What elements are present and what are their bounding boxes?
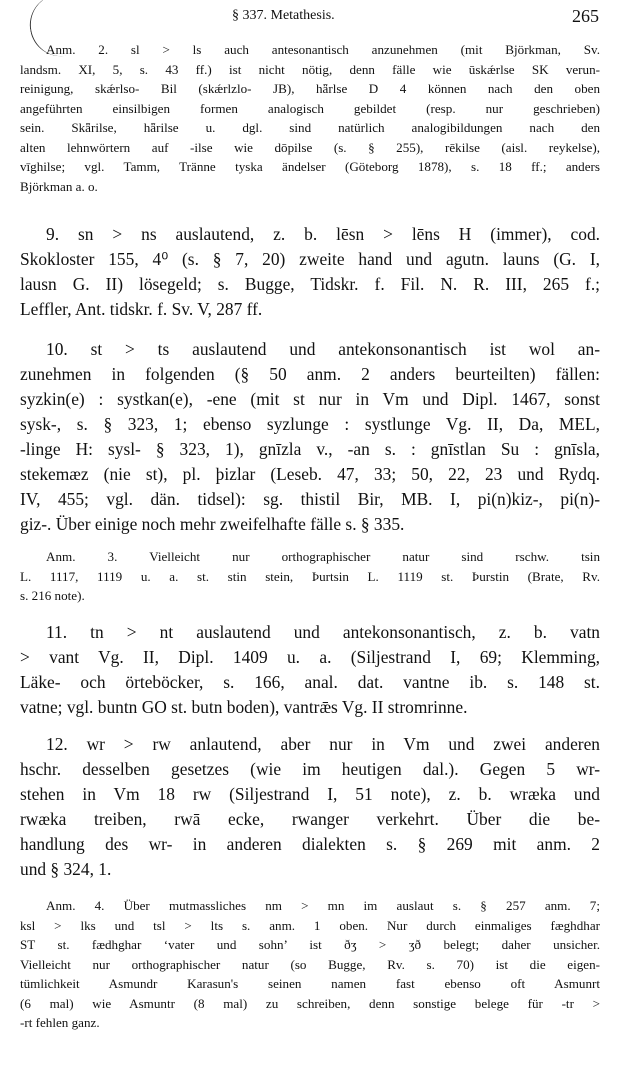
- text-line: 10. st > ts auslautend und antekonsonantisch ist wol an-: [46, 339, 600, 359]
- text-line: alten lehnwörtern auf -ilse wie dōpilse (s. § 255), rēkilse (aisl. reykelse),: [20, 139, 600, 155]
- note-anm-3: [20, 547, 600, 606]
- paragraph-12: [20, 732, 600, 882]
- text-line: Leffler, Ant. tidskr. f. Sv. V, 287 ff.: [20, 299, 263, 319]
- text-line: -rt fehlen ganz.: [20, 1015, 100, 1030]
- text-line: ST st. fædhghar ‘vater und sohn’ ist ðʒ > ʒð belegt; daher unsicher.: [20, 937, 600, 952]
- text-line: IV, 455; vgl. dän. tidsel): sg. thistil Bir, MB. I, pi(n)kiz-, pi(n)-: [20, 489, 600, 509]
- text-line: 9. sn > ns auslautend, z. b. lēsn > lēns H (immer), cod.: [46, 224, 600, 244]
- text-line: vīghilse; vgl. Tamm, Tränne tyska ändelser (Göteborg 1878), s. 18 ff.; anders: [20, 159, 600, 174]
- text-line: stekemæz (nie st), pl. þizlar (Leseb. 47, 33; 50, 22, 23 und Rydq.: [20, 464, 600, 484]
- text-line: ksl > lks und tsl > lts s. anm. 1 oben. Nur durch einmaliges fæghdhar: [20, 917, 600, 933]
- text-line: lausn G. II) lösegeld; s. Bugge, Tidskr. f. Fil. N. R. III, 265 f.;: [20, 274, 600, 294]
- text-line: Skokloster 155, 4⁰ (s. § 7, 20) zweite hand und agutn. launs (G. I,: [20, 249, 600, 269]
- page-number: 265: [572, 6, 599, 26]
- text-line: zunehmen in folgenden (§ 50 anm. 2 anders beurteilten) fällen:: [20, 364, 600, 384]
- text-line: Läke- och örteböcker, s. 166, anal. dat. vantne ib. s. 148 st.: [20, 672, 600, 692]
- text-line: syzkin(e) : systkan(e), -ene (mit st nur in Vm und Dipl. 1467, sonst: [20, 389, 600, 409]
- text-line: handlung des wr- in anderen dialekten s. § 269 mit anm. 2: [20, 834, 600, 854]
- text-line: reinigung, skǽrlso- Bil (skǽrlzlo- JB), hǟrlse D 4 können nach den oben: [20, 81, 600, 96]
- text-line: giz-. Über einige noch mehr zweifelhafte fälle s. § 335.: [20, 514, 405, 534]
- text-line: (6 mal) wie Asmuntr (8 mal) zu schreiben, denn sonstige belege für -tr >: [20, 995, 600, 1011]
- note-anm-4: [20, 896, 600, 1033]
- text-line: sysk-, s. § 323, 1; ebenso syzlunge : systlunge Vg. II, Da, MEL,: [20, 414, 600, 434]
- text-line: vatne; vgl. buntn GO st. butn boden), vantrǣs Vg. II stromrinne.: [20, 697, 468, 717]
- text-line: Anm. 3. Vielleicht nur orthographischer natur sind rschw. tsin: [46, 549, 600, 564]
- text-line: hschr. desselben gesetzes (wie im heutigen dal.). Gegen 5 wr-: [20, 759, 600, 779]
- text-line: Anm. 4. Über mutmassliches nm > mn im auslaut s. § 257 anm. 7;: [46, 898, 600, 913]
- text-line: sein. Skǟrilse, hǟrilse u. dgl. sind natürlich analogibildungen nach den: [20, 120, 600, 135]
- text-line: -linge H: sysl- § 323, 1), gnīzla v., -an s. : gnīstlan Su : gnīsla,: [20, 439, 600, 459]
- paragraph-9: [20, 222, 600, 322]
- text-line: 11. tn > nt auslautend und antekonsonantisch, z. b. vatn: [46, 622, 600, 642]
- running-title: § 337. Metathesis.: [232, 8, 335, 23]
- text-line: Björkman a. o.: [20, 178, 98, 194]
- paragraph-11: [20, 620, 600, 720]
- text-line: stehen in Vm 18 rw (Siljestrand I, 51 note), z. b. wræka und: [20, 784, 600, 804]
- text-line: rwæka treiben, rwā ecke, rwanger verkehrt. Über die be-: [20, 809, 600, 829]
- text-line: 12. wr > rw anlautend, aber nur in Vm und zwei anderen: [46, 734, 600, 754]
- note-anm-2: [20, 40, 600, 196]
- text-line: s. 216 note).: [20, 588, 85, 603]
- text-line: tümlichkeit Asmundr Karasun's seinen namen fast ebenso oft Asmunrt: [20, 976, 600, 991]
- text-line: und § 324, 1.: [20, 859, 112, 879]
- text-line: > vant Vg. II, Dipl. 1409 u. a. (Siljestrand I, 69; Klemming,: [20, 647, 600, 667]
- page-header: [0, 6, 621, 28]
- paragraph-10: [20, 337, 600, 537]
- text-line: landsm. XI, 5, s. 43 ff.) ist nicht nötig, denn fälle wie ūskǽrlse SK verun-: [20, 61, 600, 77]
- text-line: Anm. 2. sl > ls auch antesonantisch anzunehmen (mit Björkman, Sv.: [46, 42, 600, 57]
- text-line: L. 1117, 1119 u. a. st. stin stein, Þurtsin L. 1119 st. Þurstin (Brate, Rv.: [20, 568, 600, 584]
- text-line: Vielleicht nur orthographischer natur (so Bugge, Rv. s. 70) ist die eigen-: [20, 956, 600, 972]
- text-line: angeführten einsilbigen formen analogisch gebildet (resp. nur geschrieben): [20, 100, 600, 116]
